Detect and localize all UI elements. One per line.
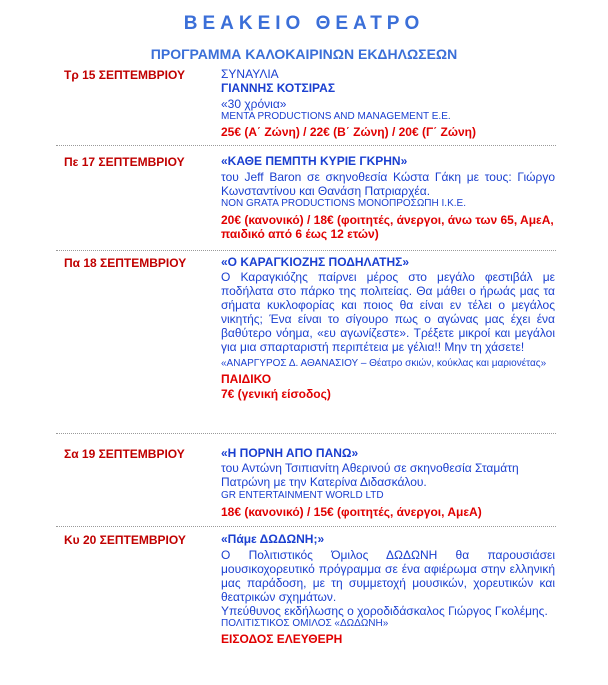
event-price: 20€ (κανονικό) / 18€ (φοιτητές, άνεργοι, άνω των 65, ΑμεΑ, παιδικό από 6 έως 12 ετών) bbox=[221, 213, 554, 241]
event-title: «ΚΑΘΕ ΠΕΜΠΤΗ ΚΥΡΙΕ ΓΚΡΗΝ» bbox=[221, 154, 408, 168]
event-description: Ο Καραγκιόζης παίρνει μέρος στο μεγάλο φεστιβάλ με ποδήλατα στο πάρκο της πολιτείας. Θα μάθει ο ήρωάς μας τα σήματα κυκλοφορίας και ποιος θα είναι εν τέλει ο μεγάλος νικητής; Ένα είναι το σίγουρο πως ο αγώνας μας έχει ένα βαθύτερο νόημα, «ευ αγωνίζεστε». Τρέξετε μικροί και μεγάλοι για μια σπαρταριστή περιπέτεια με γέλια!! Μην τη χάσετε! bbox=[221, 270, 555, 354]
event-details bbox=[221, 255, 555, 401]
event-price: 18€ (κανονικό) / 15€ (φοιτητές, άνεργοι, ΑμεΑ) bbox=[221, 505, 482, 519]
page-title: ΒΕΑΚΕΙΟ ΘΕΑΤΡΟ bbox=[183, 13, 425, 34]
event-date: Σα 19 ΣΕΠΤΕΜΒΡΙΟΥ bbox=[64, 447, 185, 461]
event-producer: ΠΟΛΙΤΙΣΤΙΚΟΣ ΟΜΙΛΟΣ «ΔΩΔΩΝΗ» bbox=[221, 618, 389, 629]
event-price: 25€ (Α΄ Ζώνη) / 22€ (Β΄ Ζώνη) / 20€ (Γ΄ Ζώνη) bbox=[221, 125, 476, 139]
event-details bbox=[221, 154, 555, 241]
event-date: Κυ 20 ΣΕΠΤΕΜΒΡΙΟΥ bbox=[64, 533, 186, 547]
event-title: «Ο ΚΑΡΑΓΚΙΟΖΗΣ ΠΟΔΗΛΑΤΗΣ» bbox=[221, 255, 410, 269]
event-producer: NON GRATA PRODUCTIONS ΜΟΝΟΠΡΟΣΩΠΗ Ι.Κ.Ε. bbox=[221, 198, 466, 209]
event-date: Πα 18 ΣΕΠΤΕΜΒΡΙΟΥ bbox=[64, 256, 187, 270]
event-description: «30 χρόνια» bbox=[221, 97, 287, 111]
event-description: Ο Πολιτιστικός Όμιλος ΔΩΔΩΝΗ θα παρουσιάσει μουσικοχορευτικό πρόγραμμα σε ένα αφιέρωμα στην ελληνική μας παράδοση, με τη συμμετοχή μουσικών, χορευτικών και θεατρικών σχημάτων. bbox=[221, 548, 555, 604]
event-details bbox=[221, 532, 555, 646]
event-details bbox=[221, 446, 555, 519]
event-price: 7€ (γενική είσοδος) bbox=[221, 387, 331, 401]
event-price: ΕΙΣΟΔΟΣ ΕΛΕΥΘΕΡΗ bbox=[221, 632, 343, 646]
event-category: ΠΑΙΔΙΚΟ bbox=[221, 372, 272, 386]
event-organizer: Υπεύθυνος εκδήλωσης ο χοροδιδάσκαλος Γιώργος Γκολέμης. bbox=[221, 604, 548, 618]
event-details bbox=[221, 67, 555, 139]
divider bbox=[56, 250, 556, 251]
divider bbox=[56, 526, 556, 527]
divider bbox=[56, 145, 556, 146]
event-producer: GR ENTERTAINMENT WORLD LTD bbox=[221, 490, 384, 501]
event-title: «Πάμε ΔΩΔΩΝΗ;» bbox=[221, 532, 325, 546]
event-producer: MENTA PRODUCTIONS AND MANAGEMENT E.E. bbox=[221, 111, 451, 122]
event-description: του Αντώνη Τσιπιανίτη Αθερινού σε σκηνοθεσία Σταμάτη Πατρώνη με την Κατερίνα Διδασκάλου. bbox=[221, 461, 519, 489]
page-subtitle: ΠΡΟΓΡΑΜΜΑ ΚΑΛΟΚΑΙΡΙΝΩΝ ΕΚΔΗΛΩΣΕΩΝ bbox=[150, 46, 458, 62]
event-producer: «ΑΝΑΡΓΥΡΟΣ Δ. ΑΘΑΝΑΣΙΟΥ – Θέατρο σκιών, κούκλας και μαριονέτας» bbox=[221, 358, 547, 369]
event-category: ΣΥΝΑΥΛΙΑ bbox=[221, 67, 279, 81]
event-description: του Jeff Baron σε σκηνοθεσία Κώστα Γάκη με τους: Γιώργο Κωνσταντίνου και Θανάση Πατριαρχέα. bbox=[221, 170, 555, 198]
event-title: «Η ΠΟΡΝΗ ΑΠΟ ΠΑΝΩ» bbox=[221, 446, 359, 460]
divider bbox=[56, 433, 556, 434]
event-date: Τρ 15 ΣΕΠΤΕΜΒΡΙΟΥ bbox=[64, 68, 185, 82]
event-title: ΓΙΑΝΝΗΣ ΚΟΤΣΙΡΑΣ bbox=[221, 81, 336, 95]
event-date: Πε 17 ΣΕΠΤΕΜΒΡΙΟΥ bbox=[64, 155, 185, 169]
